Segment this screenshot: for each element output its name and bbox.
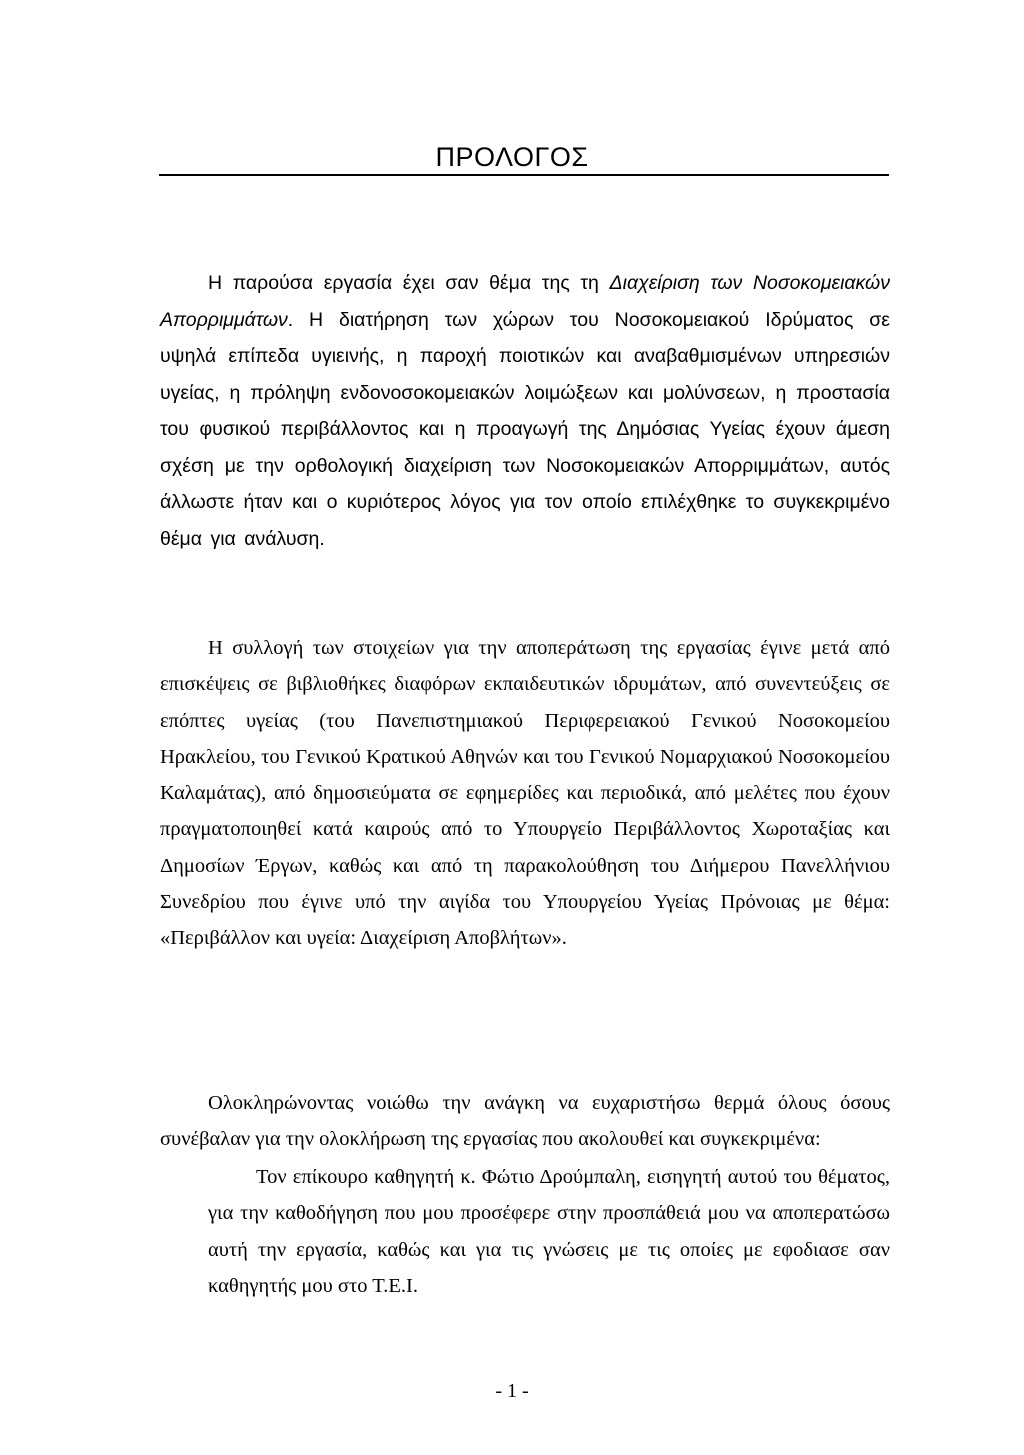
intro-rest-text: . Η διατήρηση των χώρων του Νοσοκομειακού Ιδρύματος σε υψηλά επίπεδα υγιεινής, η παροχή ποιοτικών και αναβαθμισμένων υπηρεσιών υγείας, η πρόληψη ενδονοσοκομειακών λοιμώξεων και μολύνσεων, η προστασία του φυσικού περιβάλλοντος και η προαγωγή της Δημόσιας Υγείας έχουν άμεση σχέση με την ορθολογική διαχείριση των Νοσοκομειακών Απορριμμάτων, αυτός άλλωστε ήταν και ο κυριότερος λόγος για τον οποίο επιλέχθηκε το συγκεκριμένο θέμα για ανάλυση. xyxy=(160,308,890,550)
paragraph-thanks-professor: Τον επίκουρο καθηγητή κ. Φώτιο Δρούμπαλη, εισηγητή αυτού του θέματος, για την καθοδήγηση που μου προσέφερε στην προσπάθειά μου να αποπερατώσω αυτή την εργασία, καθώς και για τις γνώσεις με τις οποίες με εφοδιασε σαν καθηγητής μου στο Τ.Ε.Ι. xyxy=(208,1166,890,1297)
paragraph-intro xyxy=(160,265,890,557)
paragraph-data-collection: Η συλλογή των στοιχείων για την αποπεράτωση της εργασίας έγινε μετά από επισκέψεις σε βιβλιοθήκες διαφόρων εκπαιδευτικών ιδρυμάτων, από συνεντεύξεις σε επόπτες υγείας (του Πανεπιστημιακού Περιφερειακού Γενικού Νοσοκομείου Ηρακλείου, του Γενικού Κρατικού Αθηνών και του Γενικού Νομαρχιακού Νοσοκομείου Καλαμάτας), από δημοσιεύματα σε εφημερίδες και περιοδικά, από μελέτες που έχουν πραγματοποιηθεί κατά καιρούς από το Υπουργείο Περιβάλλοντος Χωροταξίας και Δημοσίων Έργων, καθώς και από τη παρακολούθηση του Διήμερου Πανελλήνιου Συνεδρίου που έγινε υπό την αιγίδα του Υπουργείου Υγείας Πρόνοιας με θέμα: «Περιβάλλον και υγεία: Διαχείριση Αποβλήτων». xyxy=(160,637,890,950)
intro-topic-italic: Διαχείριση των Νοσοκομειακών Απορριμμάτων xyxy=(160,272,890,331)
paragraph-acknowledgements: Ολοκληρώνοντας νοιώθω την ανάγκη να ευχαριστήσω θερμά όλους όσους συνέβαλαν για την ολοκλήρωση της εργασίας που ακολουθεί και συγκεκριμένα: xyxy=(160,1092,890,1151)
intro-lead-text: Η παρούσα εργασία έχει σαν θέμα της τη xyxy=(208,272,610,294)
title-underline xyxy=(159,174,889,176)
page-number: - 1 - xyxy=(495,1380,529,1402)
page-title: ΠΡΟΛΟΓΟΣ xyxy=(435,142,589,172)
